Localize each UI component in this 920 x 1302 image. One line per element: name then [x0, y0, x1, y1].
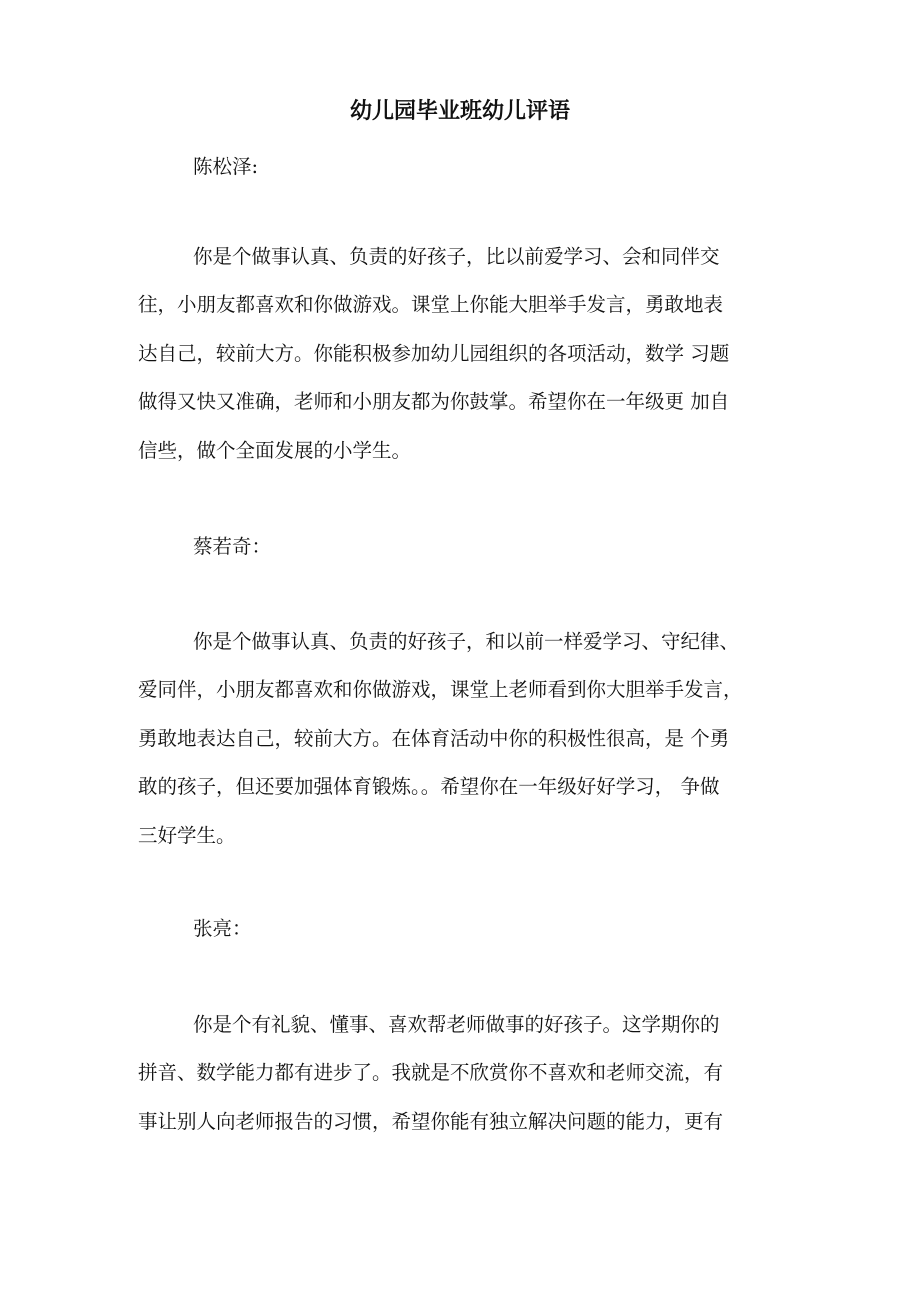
document-title: 幼儿园毕业班幼儿评语 [349, 98, 570, 124]
comment-paragraph [138, 242, 798, 484]
paragraph-line: 勇敢地表达自己，较前大方。在体育活动中你的积极性很高，是 个勇 [138, 726, 730, 750]
paragraph-line: 你是个做事认真、负责的好孩子，比以前爱学习、会和同伴交 [193, 245, 720, 268]
paragraph-line: 达自己，较前大方。你能积极参加幼儿园组织的各项活动，数学 习题 [138, 341, 730, 365]
paragraph-line: 事让别人向老师报告的习惯，希望你能有独立解决问题的能力，更有 [138, 1109, 724, 1133]
paragraph-line: 敢的孩子，但还要加强体育锻炼。。希望你在一年级好好学习， 争做 [138, 775, 720, 799]
paragraph-line: 你是个做事认真、负责的好孩子，和以前一样爱学习、守纪律、 [193, 630, 740, 653]
paragraph-line: 爱同伴，小朋友都喜欢和你做游戏，课堂上老师看到你大胆举手发言， [138, 678, 743, 702]
paragraph-line: 往，小朋友都喜欢和你做游戏。课堂上你能大胆举手发言，勇敢地表 [138, 293, 724, 317]
paragraph-line: 拼音、数学能力都有进步了。我就是不欣赏你不喜欢和老师交流，有 [138, 1061, 724, 1085]
student-name: 陈松泽: [193, 155, 259, 178]
paragraph-line: 做得又快又准确，老师和小朋友都为你鼓掌。希望你在一年级更 加自 [138, 390, 730, 414]
paragraph-line: 信些，做个全面发展的小学生。 [138, 438, 412, 462]
comment-paragraph [138, 1010, 798, 1155]
student-name: 蔡若奇： [193, 535, 272, 558]
student-name: 张亮： [193, 917, 252, 940]
comment-paragraph [138, 627, 798, 869]
paragraph-line: 你是个有礼貌、懂事、喜欢帮老师做事的好孩子。这学期你的 [193, 1013, 720, 1036]
paragraph-line: 三好学生。 [138, 823, 236, 847]
